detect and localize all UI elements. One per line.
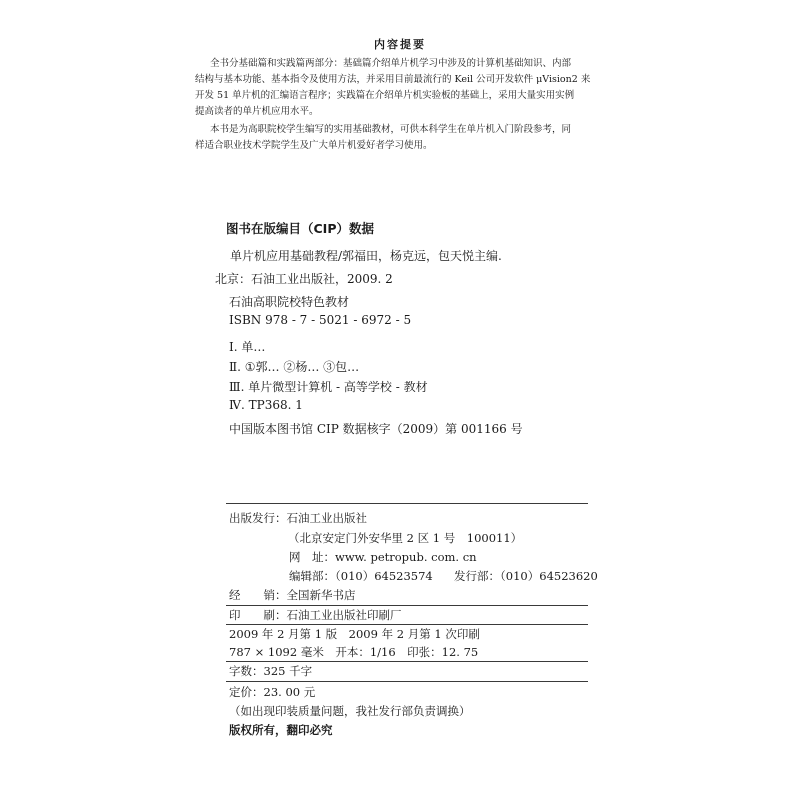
cip-publisher-line: 北京：石油工业出版社，2009. 2 bbox=[215, 272, 393, 286]
summary-line: 结构与基本功能、基本指令及使用方法，并采用目前最流行的 Keil 公司开发软件 μVision2 来 bbox=[195, 74, 591, 85]
imprint-top-rule bbox=[226, 503, 588, 504]
cip-title-line: 单片机应用基础教程/郭福田，杨克远，包天悦主编. bbox=[230, 249, 502, 263]
price-line: 定价：23. 00 元 bbox=[229, 685, 316, 699]
summary-line: 本书是为高职院校学生编写的实用基础教材，可供本科学生在单片机入门阶段参考，同 bbox=[210, 124, 572, 135]
summary-line: 全书分基础篇和实践篇两部分：基础篇介绍单片机学习中涉及的计算机基础知识、内部 bbox=[210, 58, 572, 69]
publisher-label: 出版发行： bbox=[229, 511, 287, 525]
website-label: 网 址： bbox=[289, 550, 335, 564]
cip-series-line: 石油高职院校特色教材 bbox=[229, 295, 350, 309]
cip-core-data: 中国版本图书馆 CIP 数据核字（2009）第 001166 号 bbox=[229, 422, 523, 436]
phones-row bbox=[289, 568, 598, 584]
distributor-label: 经 销： bbox=[229, 588, 287, 602]
word-count-line: 字数：325 千字 bbox=[229, 664, 313, 678]
printer-name: 石油工业出版社印刷厂 bbox=[286, 608, 402, 622]
imprint-rule bbox=[226, 624, 588, 625]
imprint-rule bbox=[226, 661, 588, 662]
editorial-phone: （010）64523574 bbox=[335, 569, 433, 583]
cip-index-line: Ⅱ. ①郭… ②杨… ③包… bbox=[229, 360, 360, 374]
cip-index-line: Ⅳ. TP368. 1 bbox=[229, 398, 303, 412]
website-row bbox=[289, 549, 477, 565]
cip-index-line: Ⅰ. 单… bbox=[229, 340, 266, 354]
printer-row bbox=[229, 607, 402, 623]
copyright-notice: 版权所有，翻印必究 bbox=[229, 723, 333, 737]
edition-line: 2009 年 2 月第 1 版 2009 年 2 月第 1 次印刷 bbox=[229, 627, 480, 641]
distributor-row bbox=[229, 587, 356, 603]
cip-heading: 图书在版编目（CIP）数据 bbox=[226, 221, 374, 236]
imprint-rule bbox=[226, 605, 588, 606]
summary-line: 样适合职业技术学院学生及广大单片机爱好者学习使用。 bbox=[195, 140, 433, 151]
summary-line: 提高读者的单片机应用水平。 bbox=[195, 106, 319, 117]
website-url: www. petropub. com. cn bbox=[335, 550, 477, 564]
sales-phone: （010）64523620 bbox=[500, 569, 598, 583]
editorial-label: 编辑部： bbox=[289, 569, 335, 583]
publisher-name: 石油工业出版社 bbox=[286, 511, 367, 525]
format-line: 787 × 1092 毫米 开本：1/16 印张：12. 75 bbox=[229, 645, 479, 659]
printer-label: 印 刷： bbox=[229, 608, 287, 622]
summary-title: 内容提要 bbox=[374, 38, 426, 51]
sales-label: 发行部： bbox=[454, 569, 501, 583]
cip-isbn-line: ISBN 978 - 7 - 5021 - 6972 - 5 bbox=[229, 313, 412, 327]
cip-index-line: Ⅲ. 单片微型计算机 - 高等学校 - 教材 bbox=[229, 380, 428, 394]
distributor-name: 全国新华书店 bbox=[286, 588, 356, 602]
publisher-row bbox=[229, 510, 367, 526]
quality-notice: （如出现印装质量问题，我社发行部负责调换） bbox=[229, 704, 471, 718]
publisher-address: （北京安定门外安华里 2 区 1 号 100011） bbox=[288, 531, 523, 545]
summary-line: 开发 51 单片机的汇编语言程序；实践篇在介绍单片机实验板的基础上，采用大量实用实例 bbox=[195, 90, 575, 101]
imprint-rule bbox=[226, 681, 588, 682]
